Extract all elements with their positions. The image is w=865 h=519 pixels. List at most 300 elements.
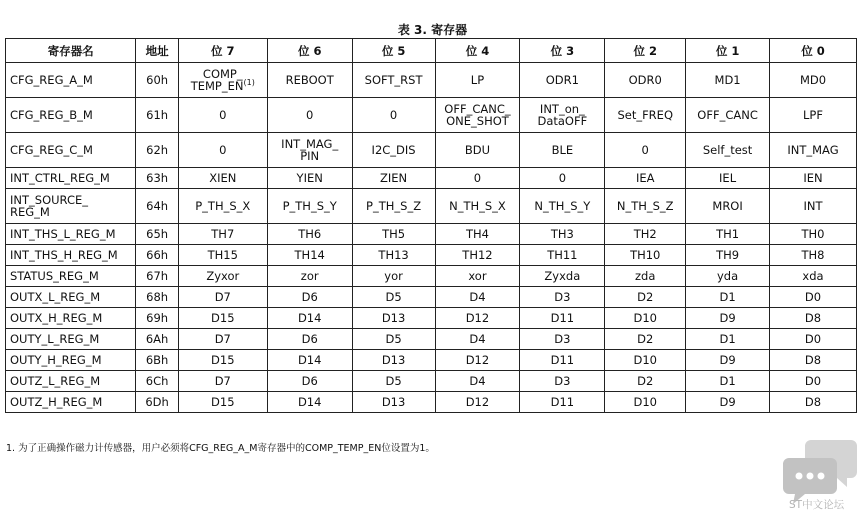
bit-cell-text: D2 [637,332,654,346]
bit-cell-text: D3 [554,290,571,304]
bit-cell-text: P_TH_S_X [195,199,251,213]
bit-cell-text: D13 [381,395,406,409]
bit-cell [686,133,770,168]
register-name-cell-text: OUTX_H_REG_M [10,311,103,325]
bit-cell [770,63,857,98]
register-name-cell-text: OUTY_H_REG_M [10,353,102,367]
bit-cell [686,329,770,350]
bit-cell [520,371,605,392]
bit-cell-text: D12 [465,311,490,325]
bit-cell-text: Zyxda [544,269,581,283]
bit-cell-text: D10 [633,353,657,367]
register-name-cell-text: INT_CTRL_REG_M [10,171,110,185]
bit-cell [770,287,857,308]
bit-cell-text: TH9 [716,248,740,262]
bit-cell [435,133,520,168]
bit-cell [352,308,435,329]
column-header: 位 7 [178,39,267,63]
bit-cell [770,245,857,266]
bit-cell [352,350,435,371]
register-name-cell-text: INT_THS_L_REG_M [10,227,116,241]
bit-cell-text: D1 [719,332,736,346]
bit-cell [686,63,770,98]
bit-cell [520,245,605,266]
register-address-cell [136,287,178,308]
bit-cell-text: D3 [554,332,571,346]
bit-cell-text: IEN [803,171,823,185]
register-address-cell [136,98,178,133]
bit-cell-text: D7 [214,290,231,304]
bit-cell-text: OFF_CANC_ ONE_SHOT [444,102,511,128]
bit-cell [352,371,435,392]
bit-cell [178,287,267,308]
bit-cell [605,189,686,224]
bit-cell [770,224,857,245]
register-address-cell-text: 62h [146,143,169,157]
bit-cell-text: P_TH_S_Y [282,199,337,213]
bit-cell-text: TH15 [207,248,238,262]
footnote: 1. 为了正确操作磁力计传感器，用户必须将CFG_REG_A_M寄存器中的COMP_TEMP_EN位设置为1。 [6,443,435,454]
bit-cell [770,350,857,371]
bit-cell-text: D5 [385,290,402,304]
bit-cell [686,371,770,392]
bit-cell [605,350,686,371]
register-table [5,38,857,413]
bit-cell [352,266,435,287]
column-header: 位 5 [352,39,435,63]
register-address-cell [136,266,178,287]
bit-cell [352,189,435,224]
bit-cell [267,63,352,98]
table-row [6,287,857,308]
column-header: 位 0 [770,39,857,63]
bit-cell [267,133,352,168]
table-row [6,245,857,266]
register-name-cell-text: OUTZ_L_REG_M [10,374,101,388]
bit-cell-text: N_TH_S_X [449,199,506,213]
register-address-cell [136,308,178,329]
bit-cell-text: Zyxor [206,269,240,283]
register-address-cell [136,133,178,168]
bit-cell [686,287,770,308]
bit-cell-text: zor [300,269,319,283]
register-address-cell [136,189,178,224]
bit-cell-text: IEL [719,171,737,185]
table-row [6,329,857,350]
bit-cell [686,189,770,224]
bit-cell [686,392,770,413]
bit-cell [605,63,686,98]
bit-cell-text: IEA [635,171,655,185]
register-name-cell [6,63,136,98]
bit-cell-text: 0 [389,108,398,122]
register-address-cell [136,224,178,245]
bit-cell-text: Set_FREQ [617,108,673,122]
bit-cell-text: D8 [804,311,822,325]
bit-cell-text: 0 [219,108,227,122]
table-row [6,371,857,392]
bit-cell [520,350,605,371]
bit-cell-text: D14 [297,395,322,409]
bit-cell-text: D14 [297,353,322,367]
bit-cell-text: MROI [712,199,743,213]
bit-cell [178,224,267,245]
bit-cell-text: INT_on_ DataOFF [537,102,588,128]
bit-cell-text: MD0 [799,73,827,87]
bit-cell-text: N_TH_S_Z [616,199,674,213]
bit-cell [352,245,435,266]
bit-cell-text: BLE [551,143,574,157]
bit-cell [605,329,686,350]
bit-cell [435,168,520,189]
bit-cell [178,189,267,224]
bit-cell-text: TH5 [382,227,406,241]
bit-cell [267,371,352,392]
register-name-cell [6,266,136,287]
register-address-cell-text: 61h [146,108,169,122]
bit-cell-text: INT [803,199,823,213]
bit-cell-text: TH1 [716,227,740,241]
bit-cell [435,224,520,245]
bit-cell [267,189,352,224]
bit-cell-text: TH6 [298,227,322,241]
bit-cell [178,245,267,266]
bit-cell [435,350,520,371]
bit-cell-text: D0 [804,290,822,304]
bit-cell [178,350,267,371]
bit-cell [770,329,857,350]
bit-cell [520,224,605,245]
register-name-cell-text: INT_THS_H_REG_M [10,248,118,262]
table-row [6,133,857,168]
bit-cell [352,98,435,133]
bit-cell [435,63,520,98]
bit-cell-text: TH14 [294,248,325,262]
register-address-cell-text: 68h [146,290,169,304]
bit-cell-text: D4 [469,374,486,388]
bit-cell-text: D5 [385,332,402,346]
bit-cell-text: D12 [465,353,490,367]
bit-cell-text: REBOOT [285,73,334,87]
register-name-cell [6,189,136,224]
bit-cell [178,392,267,413]
register-name-cell [6,371,136,392]
register-name-cell [6,168,136,189]
bit-cell [267,245,352,266]
register-name-cell [6,133,136,168]
register-address-cell-text: 66h [146,248,169,262]
bit-cell [520,308,605,329]
bit-cell-text: D11 [550,311,575,325]
bit-cell [686,168,770,189]
bit-cell [520,392,605,413]
bit-cell-text: D6 [301,290,318,304]
bit-cell [605,266,686,287]
bit-cell [352,224,435,245]
bit-cell-text: D13 [381,311,406,325]
bit-cell-text: 0 [473,171,482,185]
bit-cell-text: TH13 [378,248,409,262]
bit-cell [520,189,605,224]
bit-cell [686,98,770,133]
register-name-cell-text: CFG_REG_C_M [10,143,93,157]
register-address-cell-text: 64h [146,199,169,213]
bit-cell-text: D6 [301,374,318,388]
bit-cell [520,168,605,189]
register-name-cell [6,308,136,329]
bit-cell [520,133,605,168]
register-address-cell-text: 63h [146,171,169,185]
bit-cell [770,392,857,413]
bit-cell [605,245,686,266]
bit-cell [770,266,857,287]
bit-cell-text: D15 [211,353,235,367]
bit-cell-text: 0 [641,143,649,157]
bit-cell [178,266,267,287]
table-row [6,308,857,329]
column-header: 位 4 [435,39,520,63]
bit-cell-text: D15 [211,395,235,409]
register-name-cell-text: OUTZ_H_REG_M [10,395,103,409]
bit-cell [178,371,267,392]
bit-cell-text: 0 [558,171,567,185]
bit-cell [352,392,435,413]
bit-cell [352,329,435,350]
bit-cell [435,287,520,308]
register-name-cell-text: STATUS_REG_M [10,269,99,283]
bit-cell [267,224,352,245]
bit-cell [686,245,770,266]
bit-cell [605,287,686,308]
bit-cell-text: D13 [381,353,406,367]
bit-cell-text: D4 [469,332,486,346]
bit-cell [352,168,435,189]
register-address-cell-text: 6Bh [145,353,169,367]
bit-cell [267,392,352,413]
bit-cell-text: TH4 [465,227,489,241]
column-header: 位 1 [686,39,770,63]
register-name-cell [6,224,136,245]
table-row [6,63,857,98]
bit-cell-text: D12 [465,395,490,409]
bit-cell [435,329,520,350]
register-name-cell-text: OUTX_L_REG_M [10,290,101,304]
bit-cell [520,63,605,98]
bit-cell [267,350,352,371]
register-address-cell [136,63,178,98]
bit-cell-text: TH3 [550,227,574,241]
bit-cell-text: D9 [719,311,736,325]
register-name-cell [6,350,136,371]
bit-cell [435,308,520,329]
bit-cell [686,308,770,329]
bit-cell-text: XIEN [209,171,237,185]
bit-cell [267,266,352,287]
bit-cell [178,63,267,98]
bit-cell [605,133,686,168]
bit-cell [520,266,605,287]
bit-cell [267,98,352,133]
bit-cell-text: D3 [554,374,571,388]
bit-cell [435,371,520,392]
bit-cell-text: SOFT_RST [364,73,423,87]
register-name-cell [6,392,136,413]
register-address-cell-text: 60h [146,73,169,87]
bit-cell-text: N_TH_S_Y [534,199,591,213]
bit-cell [267,308,352,329]
register-name-cell [6,287,136,308]
table-row [6,350,857,371]
bit-cell-text: D9 [719,353,736,367]
table-row [6,266,857,287]
register-address-cell [136,371,178,392]
bit-cell-text: ZIEN [380,171,408,185]
bit-cell-text: D1 [719,290,736,304]
column-header: 地址 [136,39,178,63]
bit-cell [352,133,435,168]
bit-cell-text: ODR0 [628,73,662,87]
bit-cell-text: TH10 [630,248,661,262]
bit-cell [178,168,267,189]
bit-cell [435,392,520,413]
bit-cell-text: D10 [633,395,657,409]
bit-cell-text: LP [470,73,485,87]
register-address-cell [136,168,178,189]
bit-cell-text: 0 [306,108,314,122]
register-address-cell [136,329,178,350]
register-name-cell [6,98,136,133]
bit-cell [605,224,686,245]
bit-cell-text: zda [635,269,656,283]
bit-cell-text: D7 [214,374,231,388]
register-name-cell [6,329,136,350]
column-header: 位 3 [520,39,605,63]
bit-cell [267,329,352,350]
table-row [6,224,857,245]
register-address-cell-text: 6Dh [145,395,169,409]
bit-cell [352,287,435,308]
bit-cell-text: LPF [803,108,823,122]
register-address-cell [136,350,178,371]
bit-cell-text: TH2 [633,227,657,241]
bit-cell [770,308,857,329]
bit-cell-text: D1 [719,374,736,388]
bit-cell-text: TH11 [547,248,578,262]
bit-cell-text: INT_MAG [787,143,839,157]
bit-cell-text: I2C_DIS [371,143,416,157]
bit-cell [686,266,770,287]
bit-cell-text: TH8 [801,248,825,262]
bit-cell [605,98,686,133]
bit-cell-text: ODR1 [545,73,579,87]
register-address-cell-text: 69h [146,311,169,325]
bit-cell [267,168,352,189]
bit-cell-text: D9 [719,395,736,409]
bit-cell-text: TH0 [801,227,825,241]
bit-cell-text: D0 [804,332,822,346]
table-row [6,189,857,224]
bit-cell-text: D10 [633,311,657,325]
bit-cell-text: COMP_ TEMP_EN [190,67,244,93]
register-name-cell-text: INT_SOURCE_ REG_M [10,193,89,219]
bit-cell [770,371,857,392]
register-address-cell-text: 6Ah [145,332,169,346]
bit-cell [770,133,857,168]
register-name-cell [6,245,136,266]
bit-cell [435,98,520,133]
bit-cell [178,308,267,329]
register-address-cell-text: 6Ch [145,374,169,388]
register-name-cell-text: CFG_REG_B_M [10,108,93,122]
bit-cell-text: D11 [550,353,575,367]
bit-cell-text: Self_test [702,143,753,157]
bit-cell [178,98,267,133]
bit-cell-text: yor [384,269,403,283]
bit-cell-text: D2 [637,290,654,304]
bit-cell [267,287,352,308]
bit-cell [770,168,857,189]
bit-cell-text: OFF_CANC [697,108,758,122]
bit-cell [686,224,770,245]
bit-cell-text: INT_MAG_ PIN [281,137,339,163]
bit-cell-text: BDU [464,143,491,157]
table-caption: 表 3. 寄存器 [397,23,468,37]
table-row [6,98,857,133]
bit-cell-text: D2 [637,374,654,388]
column-header: 位 6 [267,39,352,63]
bit-cell-text: TH12 [462,248,493,262]
bit-cell-text: P_TH_S_Z [366,199,422,213]
bit-cell-text: xor [468,269,487,283]
bit-cell-text: 0 [219,143,227,157]
column-header: 寄存器名 [6,39,136,63]
bit-cell-text: D8 [804,395,822,409]
bit-cell [770,189,857,224]
bit-cell-text: TH7 [211,227,235,241]
bit-cell [435,245,520,266]
bit-cell [178,329,267,350]
bit-cell-text: D0 [804,374,822,388]
bit-cell [435,266,520,287]
bit-cell-text: D15 [211,311,235,325]
footnote-marker: (1) [243,78,255,88]
bit-cell-text: YIEN [296,171,323,185]
bit-cell-text: D14 [297,311,322,325]
bit-cell-text: MD1 [714,73,741,87]
table-header-row [6,39,857,63]
bit-cell-text: D4 [469,290,486,304]
bit-cell-text: D7 [214,332,231,346]
bit-cell [605,168,686,189]
bit-cell-text: D11 [550,395,575,409]
bit-cell [435,189,520,224]
bit-cell-text: D6 [301,332,318,346]
register-address-cell-text: 65h [146,227,169,241]
register-name-cell-text: CFG_REG_A_M [10,73,93,87]
bit-cell [352,63,435,98]
register-address-cell-text: 67h [146,269,169,283]
column-header: 位 2 [605,39,686,63]
watermark-text: ST中文论坛 [789,499,845,511]
bit-cell-text: D8 [804,353,822,367]
bit-cell [520,329,605,350]
table-row [6,392,857,413]
bit-cell-text: yda [717,269,739,283]
bit-cell-text: D5 [385,374,402,388]
bit-cell [605,371,686,392]
table-row [6,168,857,189]
bit-cell [605,308,686,329]
